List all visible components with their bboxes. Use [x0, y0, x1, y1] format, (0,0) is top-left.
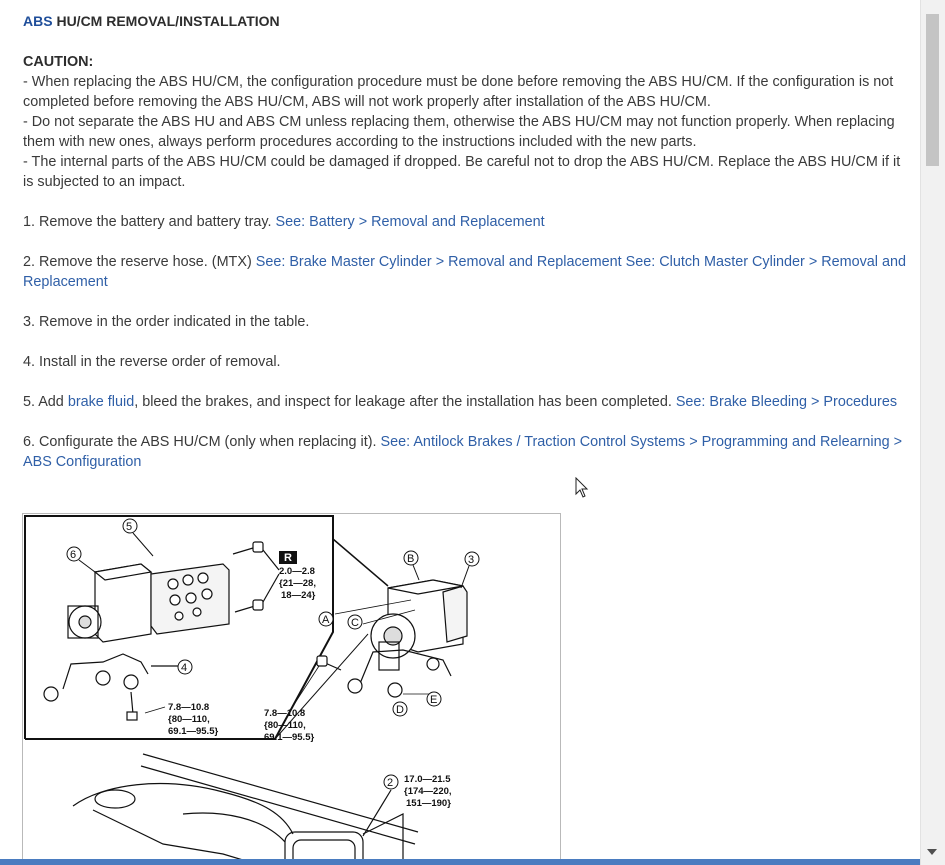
brake-master-cylinder-link[interactable]: See: Brake Master Cylinder > Removal and Replacement — [255, 254, 622, 270]
abs-configuration-link[interactable]: See: Antilock Brakes / Traction Control Systems > Programming and Relearning > ABS Configuration — [23, 434, 903, 470]
step-5 — [23, 392, 908, 412]
svg-text:{80—110,: {80—110, — [168, 714, 210, 725]
step-4: 4. Install in the reverse order of removal. — [23, 354, 281, 370]
svg-text:2.0—2.8: 2.0—2.8 — [279, 566, 315, 577]
svg-text:{174—220,: {174—220, — [404, 786, 452, 797]
brake-fluid-link[interactable]: brake fluid — [67, 394, 135, 410]
torque-spec-2 — [404, 774, 452, 809]
diagram-svg — [23, 514, 560, 865]
chevron-down-icon[interactable] — [927, 849, 937, 855]
step-2 — [23, 252, 908, 292]
r-badge — [279, 551, 297, 564]
svg-text:{21—28,: {21—28, — [279, 578, 316, 589]
step-6-text: 6. Configurate the ABS HU/CM (only when replacing it). — [23, 434, 381, 450]
caution-item-1: - When replacing the ABS HU/CM, the configuration procedure must be done before removing the ABS HU/CM. If the configuration is not completed before removing the ABS HU/CM, ABS will not work properly after installation of the ABS HU/CM. — [23, 74, 894, 110]
callout-c — [348, 615, 362, 629]
caution-item-2: - Do not separate the ABS HU and ABS CM unless replacing them, otherwise the ABS HU/CM may not function properly. When replacing them with new ones, always perform procedures according to the instructions included with the new parts. — [23, 114, 895, 150]
callout-b — [404, 551, 419, 580]
battery-link[interactable]: See: Battery > Removal and Replacement — [275, 214, 545, 230]
step-1-text: 1. Remove the battery and battery tray. — [23, 214, 276, 230]
page-title — [23, 11, 908, 31]
step-1 — [23, 212, 908, 232]
callout-5 — [123, 519, 153, 556]
svg-text:3: 3 — [468, 554, 475, 566]
caution-item-3: - The internal parts of the ABS HU/CM could be damaged if dropped. Be careful not to drop the ABS HU/CM. Replace the ABS HU/CM if it is subjected to an impact. — [23, 154, 901, 190]
svg-text:7.8—10.8: 7.8—10.8 — [264, 708, 306, 719]
svg-text:18—24}: 18—24} — [281, 590, 316, 601]
callout-a — [319, 612, 333, 626]
step-3: 3. Remove in the order indicated in the table. — [23, 314, 310, 330]
vertical-scrollbar[interactable] — [920, 0, 945, 865]
step-5-text-b: , bleed the brakes, and inspect for leakage after the installation has been completed. — [134, 394, 676, 410]
callout-6 — [67, 547, 95, 572]
svg-text:2: 2 — [387, 777, 394, 789]
svg-text:B: B — [407, 553, 415, 565]
abs-unit-right-drawing — [317, 580, 467, 710]
mouse-pointer-icon — [575, 477, 589, 499]
callout-4 — [178, 660, 192, 674]
callout-2 — [384, 775, 398, 789]
caution-heading: CAUTION: — [23, 54, 94, 70]
vehicle-bracket-drawing — [73, 754, 418, 865]
svg-text:69.1—95.5}: 69.1—95.5} — [168, 726, 219, 737]
abs-hu-cm-diagram — [22, 513, 561, 865]
svg-text:6: 6 — [70, 549, 77, 561]
svg-text:151—190}: 151—190} — [406, 798, 451, 809]
svg-text:D: D — [396, 704, 404, 716]
step-6 — [23, 432, 908, 472]
svg-text:7.8—10.8: 7.8—10.8 — [168, 702, 210, 713]
step-2-text: 2. Remove the reserve hose. (MTX) — [23, 254, 256, 270]
callout-e — [427, 692, 441, 706]
svg-text:R: R — [284, 552, 292, 564]
svg-text:69.1—95.5}: 69.1—95.5} — [264, 732, 315, 743]
scrollbar-thumb[interactable] — [926, 14, 939, 166]
title-abs: ABS — [23, 13, 53, 29]
title-rest: HU/CM REMOVAL/INSTALLATION — [52, 13, 280, 29]
svg-text:E: E — [430, 694, 438, 706]
torque-spec-r — [279, 566, 316, 601]
step-5-text-a: 5. Add — [23, 394, 68, 410]
callout-3 — [461, 552, 479, 588]
abs-unit-left-drawing — [44, 542, 279, 720]
callout-d — [393, 702, 407, 716]
svg-text:17.0—21.5: 17.0—21.5 — [404, 774, 451, 785]
brake-bleeding-link[interactable]: See: Brake Bleeding > Procedures — [675, 394, 898, 410]
svg-text:A: A — [322, 614, 330, 626]
torque-spec-mid — [264, 666, 319, 743]
inset-leader-top — [333, 539, 388, 586]
clutch-master-cylinder-link[interactable]: See: Clutch Master Cylinder > Removal and Replacement — [23, 254, 907, 290]
svg-text:{80—110,: {80—110, — [264, 720, 306, 731]
svg-text:5: 5 — [126, 521, 133, 533]
svg-text:C: C — [351, 617, 359, 629]
svg-text:4: 4 — [181, 662, 188, 674]
torque-spec-left — [145, 702, 218, 737]
bottom-accent-bar — [0, 859, 920, 865]
document-body — [23, 0, 908, 472]
